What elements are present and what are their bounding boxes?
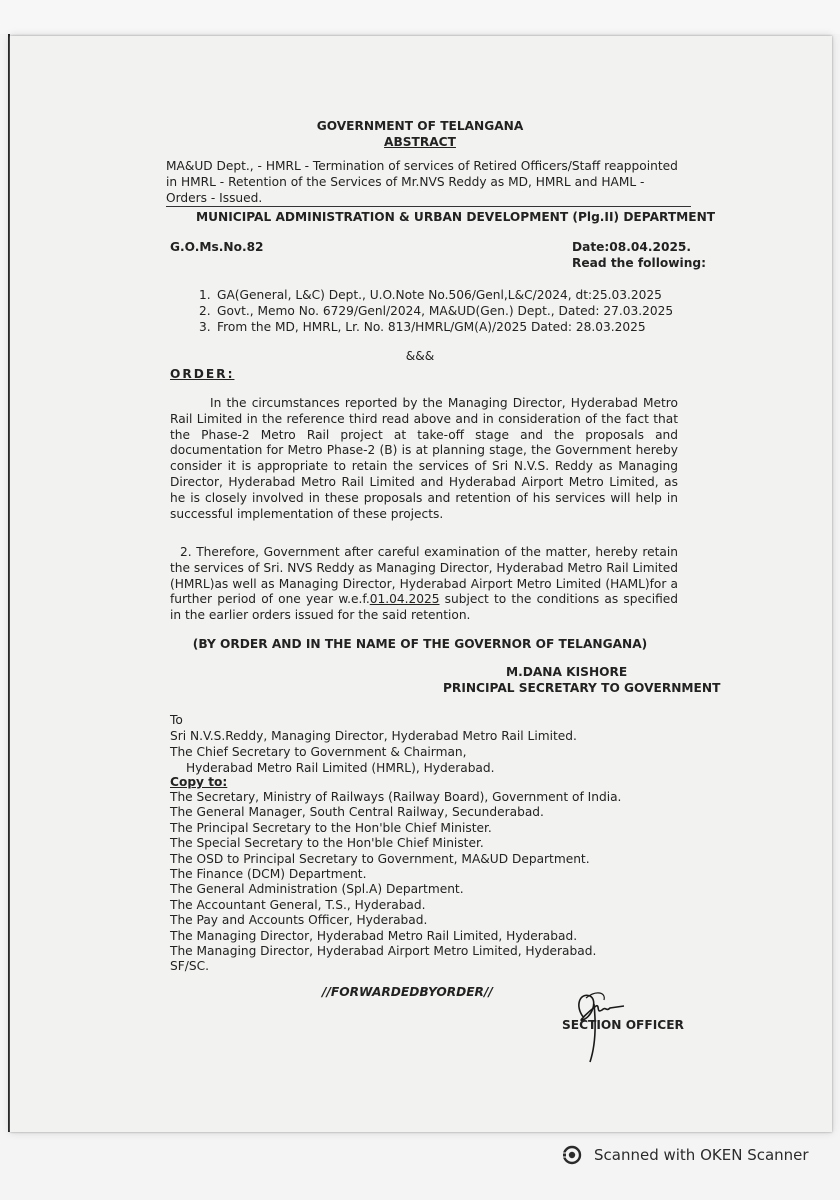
copy-to-item: The General Administration (Spl.A) Department. — [170, 882, 464, 897]
recipient-line: Sri N.V.S.Reddy, Managing Director, Hyderabad Metro Rail Limited. — [170, 729, 577, 743]
scanner-watermark — [560, 1142, 809, 1168]
oken-scanner-logo-icon — [560, 1145, 584, 1165]
department-name: MUNICIPAL ADMINISTRATION & URBAN DEVELOPMENT (Plg.II) DEPARTMENT — [196, 210, 716, 224]
copy-to-item: The Finance (DCM) Department. — [170, 867, 367, 882]
scanner-label: Scanned with OKEN Scanner — [594, 1146, 809, 1164]
reference-item — [199, 319, 673, 335]
to-label: To — [170, 713, 183, 727]
paragraph-2-text: 2. Therefore, Government after careful examination of the matter, hereby retain the services of Sri. NVS Reddy as Managing Director, Hyderabad Metro Rail Limited (HMRL)as well as Managing Director, Hyderabad Airport Metro Limited (HAML)for a further period of one year w.e.f. — [170, 545, 678, 607]
copy-to-list — [170, 790, 621, 975]
header-title: GOVERNMENT OF TELANGANA — [316, 119, 524, 133]
reference-item — [199, 303, 673, 319]
reference-text: From the MD, HMRL, Lr. No. 813/HMRL/GM(A)/2025 Dated: 28.03.2025 — [217, 320, 646, 334]
reference-number: 1. — [199, 288, 211, 302]
reference-number: 2. — [199, 304, 211, 318]
recipient-line: The Chief Secretary to Government & Chairman, — [170, 745, 467, 759]
section-officer-label: SECTION OFFICER — [562, 1018, 684, 1032]
copy-to-item: The Secretary, Ministry of Railways (Railway Board), Government of India. — [170, 790, 622, 804]
paragraph-2-text-end: subject to the conditions as specified in the earlier orders issued for the said retention. — [170, 592, 679, 623]
recipient-line: Hyderabad Metro Rail Limited (HMRL), Hyderabad. — [186, 761, 495, 775]
copy-to-item: The Special Secretary to the Hon'ble Chief Minister. — [170, 836, 484, 851]
read-following-label: Read the following: — [572, 256, 706, 270]
section-separator: &&& — [405, 349, 435, 363]
reference-text: GA(General, L&C) Dept., U.O.Note No.506/Genl,L&C/2024, dt:25.03.2025 — [217, 288, 662, 302]
reference-number: 3. — [199, 320, 211, 334]
copy-to-item: The Managing Director, Hyderabad Airport Metro Limited, Hyderabad. — [170, 944, 597, 959]
order-heading: ORDER: — [170, 367, 235, 381]
signatory-name: M.DANA KISHORE — [506, 665, 628, 679]
reference-list — [199, 287, 673, 335]
order-paragraph-1: In the circumstances reported by the Managing Director, Hyderabad Metro Rail Limited in the reference third read above and in consideration of the fact that the Phase-2 Metro Rail project at take-off stage and the proposals and documentation for Metro Phase-2 (B) is at planning stage, the Government hereby consider it is appropriate to retain the services of Sri N.V.S. Reddy as Managing Director, Hyderabad Metro Rail Limited and Hyderabad Airport Metro Limited, as he is closely involved in these proposals and retention of his services will help in successful implementation of these projects. — [170, 396, 678, 521]
copy-to-item: The Principal Secretary to the Hon'ble Chief Minister. — [170, 820, 492, 835]
copy-to-item: The OSD to Principal Secretary to Government, MA&UD Department. — [170, 851, 590, 866]
copy-to-item: The Managing Director, Hyderabad Metro Rail Limited, Hyderabad. — [170, 928, 578, 943]
order-date: Date:08.04.2025. — [572, 240, 692, 254]
effective-date: 01.04.2025 — [369, 592, 440, 607]
signatory-title: PRINCIPAL SECRETARY TO GOVERNMENT — [443, 681, 721, 695]
reference-item — [199, 287, 673, 303]
copy-to-item: SF/SC. — [170, 959, 209, 974]
background-strip — [0, 0, 840, 34]
copy-to-label: Copy to: — [170, 775, 228, 789]
copy-to-item: The Accountant General, T.S., Hyderabad. — [170, 897, 426, 912]
copy-to-item: The Pay and Accounts Officer, Hyderabad. — [170, 913, 428, 928]
reference-text: Govt., Memo No. 6729/Genl/2024, MA&UD(Gen.) Dept., Dated: 27.03.2025 — [217, 304, 674, 318]
header-abstract: ABSTRACT — [384, 135, 456, 149]
by-order-line: (BY ORDER AND IN THE NAME OF THE GOVERNOR OF TELANGANA) — [192, 637, 648, 651]
go-number: G.O.Ms.No.82 — [170, 240, 264, 254]
subject-text: MA&UD Dept., - HMRL - Termination of services of Retired Officers/Staff reappointed in HMRL - Retention of the Services of Mr.NVS Reddy as MD, HMRL and HAML - Orders - Issued. — [166, 159, 678, 205]
copy-to-item: The General Manager, South Central Railway, Secunderabad. — [170, 805, 544, 820]
order-paragraph-2 — [170, 545, 678, 624]
forwarded-by-order: //FORWARDEDBYORDER// — [322, 985, 493, 999]
divider-line — [166, 206, 691, 207]
